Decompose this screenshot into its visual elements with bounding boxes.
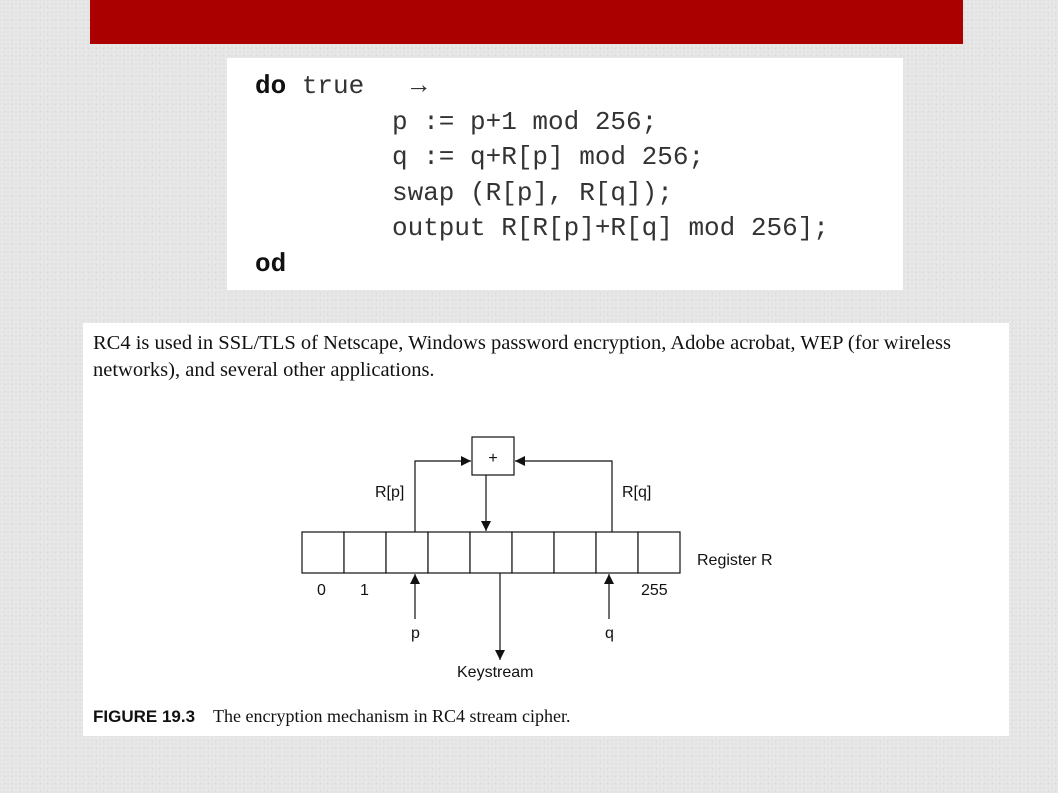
label-pointer-p: p [411,625,420,642]
register-cell [386,532,428,573]
figure-caption-text: The encryption mechanism in RC4 stream cipher. [213,706,571,726]
figure-caption [93,706,570,727]
keyword-od: od [255,249,287,279]
register-r [302,532,680,573]
register-cell [470,532,512,573]
content-panel [83,323,1009,736]
label-rq: R[q] [622,484,652,501]
register-cell [554,532,596,573]
code-line-od [255,249,286,279]
code-line-do-rest: true → [286,71,427,101]
intro-paragraph: RC4 is used in SSL/TLS of Netscape, Windows password encryption, Adobe acrobat, WEP (for wireless networks), and several other applications. [93,332,951,381]
register-cell [512,532,554,573]
adder-symbol: + [488,450,498,467]
code-panel [227,58,903,290]
rc4-diagram [83,323,1009,736]
code-line-output: output R[R[p]+R[q] mod 256]; [392,213,829,243]
label-keystream: Keystream [457,664,534,681]
top-accent-bar [90,0,963,44]
register-cell [344,532,386,573]
register-cell [596,532,638,573]
code-line-swap: swap (R[p], R[q]); [392,178,673,208]
register-cell [302,532,344,573]
keyword-do: do [255,71,287,101]
arrow-rp-to-adder [415,461,471,532]
register-cell [428,532,470,573]
label-pointer-q: q [605,625,614,642]
arrow-rq-to-adder [515,461,612,532]
label-index-255: 255 [641,582,668,599]
label-index-0: 0 [317,582,326,599]
code-line-do [255,71,427,101]
label-rp: R[p] [375,484,405,501]
register-cell [638,532,680,573]
label-index-1: 1 [360,582,369,599]
figure-label: FIGURE 19.3 [93,707,196,726]
label-register-r: Register R [697,552,773,569]
code-line-p: p := p+1 mod 256; [392,107,658,137]
code-line-q: q := q+R[p] mod 256; [392,142,705,172]
